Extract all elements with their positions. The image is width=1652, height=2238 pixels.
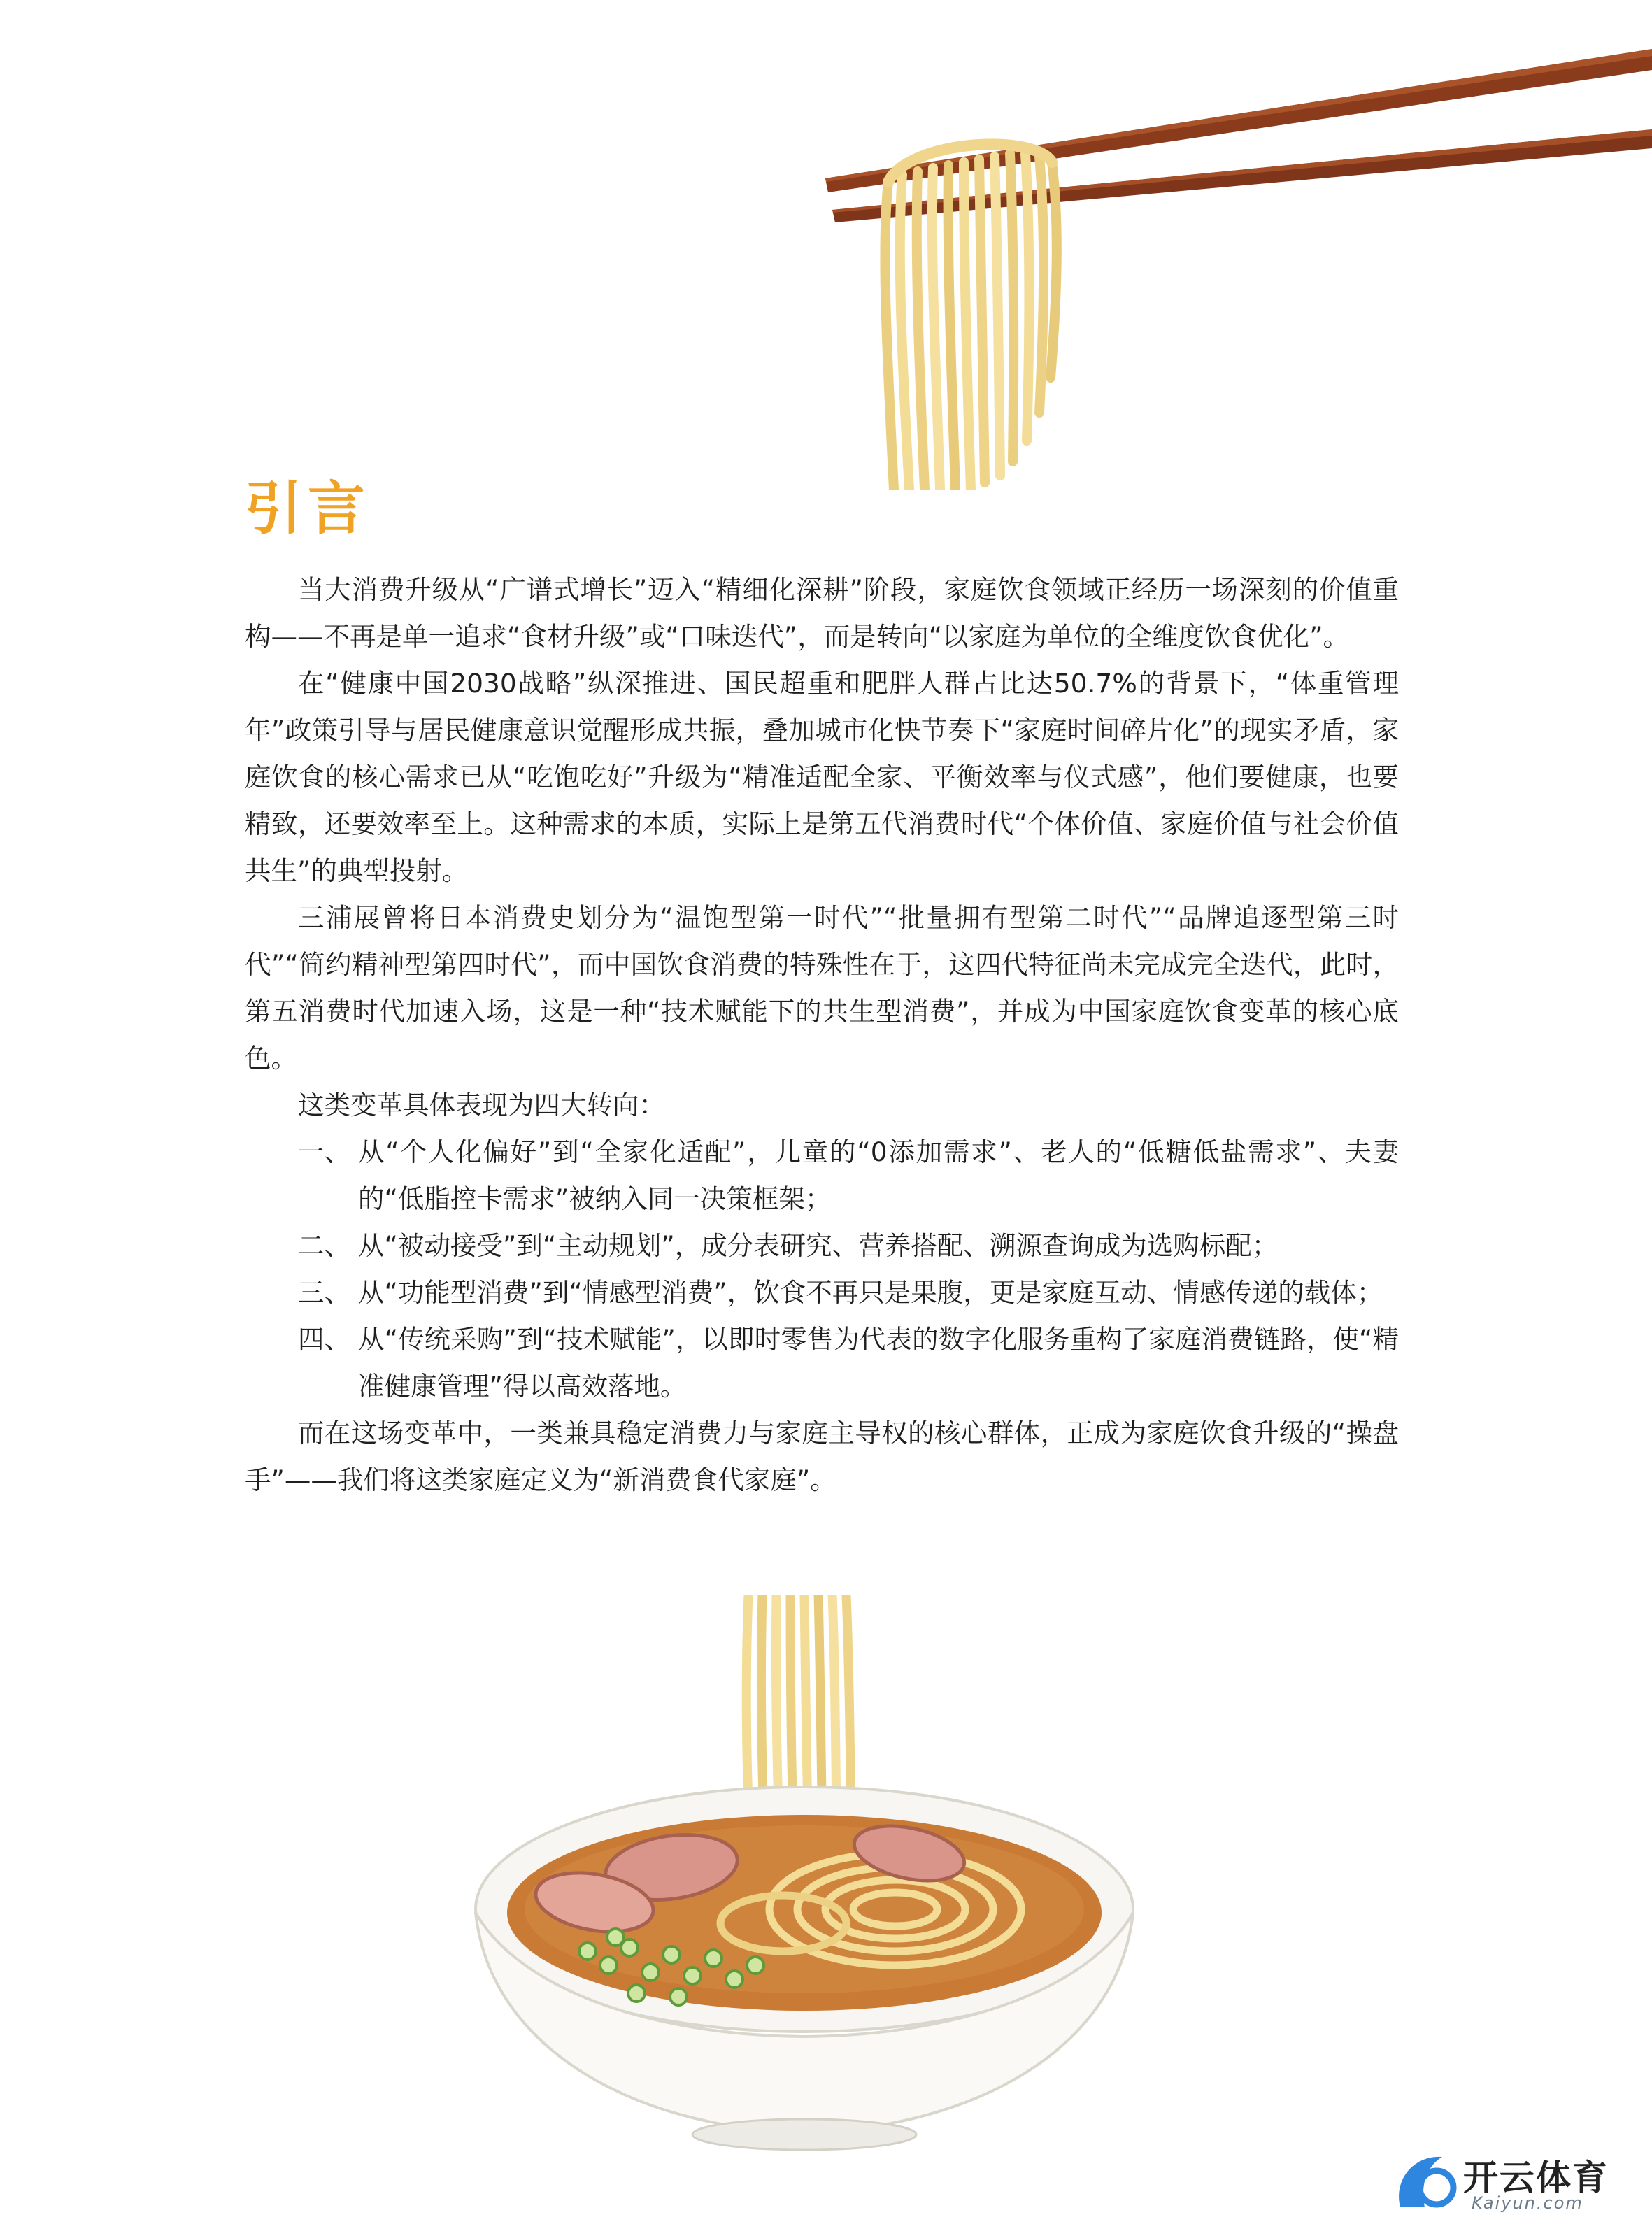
closing-paragraph: 而在这场变革中，一类兼具稳定消费力与家庭主导权的核心群体，正成为家庭饮食升级的“操盘手”——我们将这类家庭定义为“新消费食代家庭”。	[245, 1418, 1399, 1495]
list-item	[245, 1316, 1399, 1410]
list-number: 三、	[298, 1277, 350, 1308]
paragraph-2: 在“健康中国2030战略”纵深推进、国民超重和肥胖人群占比达50.7%的背景下，“体重管理年”政策引导与居民健康意识觉醒形成共振，叠加城市化快节奏下“家庭时间碎片化”的现实矛盾，家庭饮食的核心需求已从“吃饱吃好”升级为“精准适配全家、平衡效率与仪式感”，他们要健康，也要精致，还要效率至上。这种需求的本质，实际上是第五代消费时代“个体价值、家庭价值与社会价值共生”的典型投射。	[245, 668, 1399, 886]
list-number: 一、	[298, 1136, 350, 1167]
noodle-bowl-illustration	[462, 1595, 1147, 2154]
chopsticks-noodles-illustration	[804, 0, 1652, 490]
hanging-noodles	[885, 144, 1056, 490]
watermark-domain: Kaiyun.com	[1472, 2193, 1583, 2213]
body-text	[245, 566, 1399, 1504]
list-text: 从“个人化偏好”到“全家化适配”，儿童的“0添加需求”、老人的“低糖低盐需求”、夫妻的“低脂控卡需求”被纳入同一决策框架；	[358, 1136, 1399, 1214]
list-text: 从“功能型消费”到“情感型消费”，饮食不再只是果腹，更是家庭互动、情感传递的载体；	[358, 1277, 1383, 1308]
paragraph-1: 当大消费升级从“广谱式增长”迈入“精细化深耕”阶段，家庭饮食领域正经历一场深刻的价值重构——不再是单一追求“食材升级”或“口味迭代”，而是转向“以家庭为单位的全维度饮食优化”。	[245, 574, 1399, 652]
list-item	[245, 1223, 1399, 1269]
list-text: 从“被动接受”到“主动规划”，成分表研究、营养搭配、溯源查询成为选购标配；	[358, 1230, 1279, 1261]
watermark-logo	[1386, 2144, 1624, 2221]
watermark-name: 开云体育	[1463, 2158, 1609, 2198]
kaiyun-logo-icon	[1386, 2144, 1463, 2221]
list-number: 四、	[298, 1324, 350, 1355]
list-item	[245, 1129, 1399, 1223]
list-text: 从“传统采购”到“技术赋能”，以即时零售为代表的数字化服务重构了家庭消费链路，使“精准健康管理”得以高效落地。	[358, 1324, 1399, 1402]
paragraph-3: 三浦展曾将日本消费史划分为“温饱型第一时代”“批量拥有型第二时代”“品牌追逐型第三时代”“简约精神型第四时代”，而中国饮食消费的特殊性在于，这四代特征尚未完成完全迭代，此时，第五消费时代加速入场，这是一种“技术赋能下的共生型消费”，并成为中国家庭饮食变革的核心底色。	[245, 902, 1399, 1074]
paragraph-4: 这类变革具体表现为四大转向：	[298, 1090, 665, 1120]
list-number: 二、	[298, 1230, 350, 1261]
turning-points-list	[245, 1129, 1399, 1410]
list-item	[245, 1269, 1399, 1316]
page-heading: 引言	[245, 476, 371, 542]
bowl	[476, 1787, 1133, 2150]
